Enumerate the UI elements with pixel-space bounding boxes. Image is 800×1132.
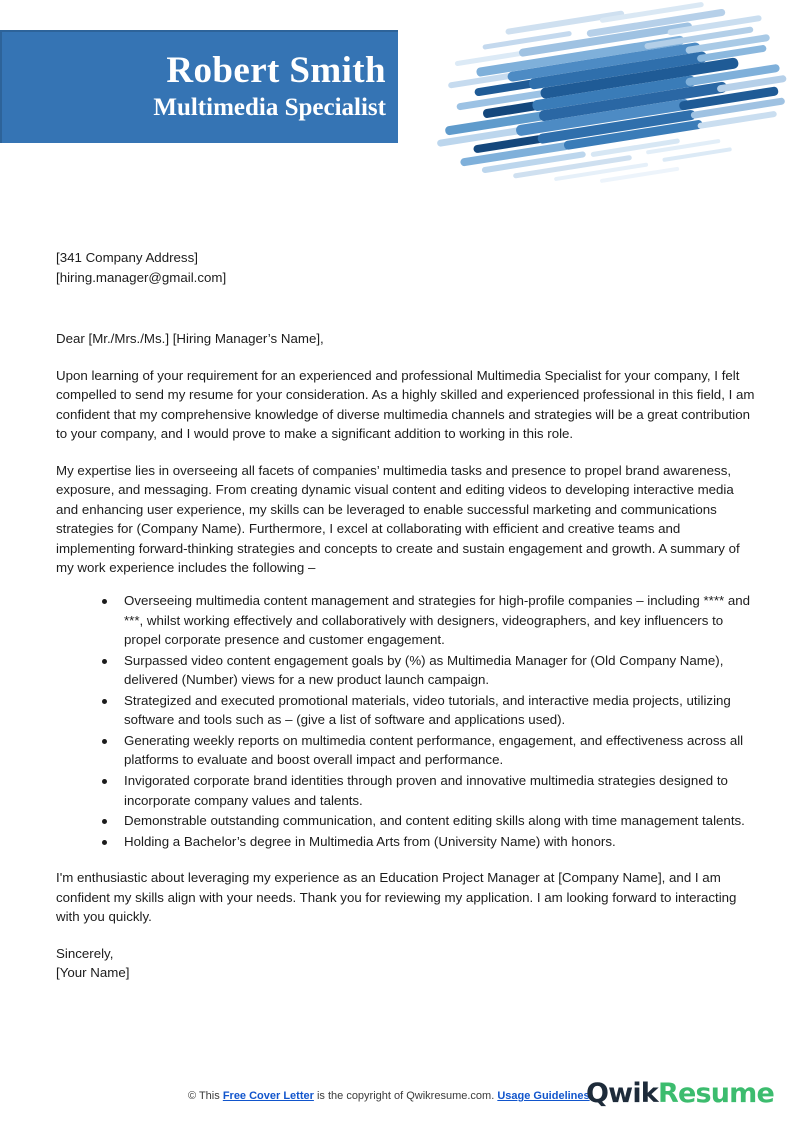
logo-text-resume: Resume — [657, 1078, 774, 1109]
name-title-block — [0, 30, 398, 143]
list-item: Strategized and executed promotional materials, video tutorials, and interactive media projects, utilizing software and tools such as – (give a list of software and applications used). — [102, 691, 756, 730]
blue-streaks-graphic — [422, 0, 792, 195]
paragraph-closing: I'm enthusiastic about leveraging my experience as an Education Project Manager at [Company Name], and I am confident my skills align with your needs. Thank you for reviewing my application. I am looking forward to interacting with you quickly. — [56, 870, 737, 925]
copyright-notice — [188, 1090, 590, 1102]
copyright-prefix: © This — [188, 1090, 220, 1102]
signoff-block — [56, 944, 756, 983]
experience-bullet-list — [56, 591, 756, 851]
qwikresume-logo[interactable] — [586, 1078, 774, 1109]
salutation: Dear [Mr./Mrs./Ms.] [Hiring Manager’s Name], — [56, 331, 324, 347]
list-item: Generating weekly reports on multimedia content performance, engagement, and effectiveness across all platforms to evaluate and boost overall impact and performance. — [102, 731, 756, 770]
usage-guidelines-link[interactable]: Usage Guidelines — [497, 1090, 590, 1102]
list-item: Overseeing multimedia content management and strategies for high-profile companies – including **** and ***, whilst working effectively and collaboratively with designers, videographers, and key influencers to propel corporate presence and customer engagement. — [102, 591, 756, 650]
list-item: Demonstrable outstanding communication, and content editing skills along with time management talents. — [102, 811, 756, 831]
free-cover-letter-link[interactable]: Free Cover Letter — [222, 1090, 314, 1102]
copyright-middle: is the copyright of Qwikresume.com. — [316, 1090, 495, 1102]
paragraph-intro: Upon learning of your requirement for an experienced and professional Multimedia Specialist for your company, I felt compelled to send my resume for your consideration. As a highly skilled and experienced professional in this field, I am confident that my comprehensive knowledge of diverse multimedia channels and strategies will be a great contribution to your company, and I would prove to make a significant addition to working in this role. — [56, 367, 755, 442]
logo-text-qwik: Qwik — [586, 1078, 658, 1109]
page-title: Robert Smith — [166, 49, 386, 91]
signature-name: [Your Name] — [56, 965, 130, 981]
paragraph-expertise: My expertise lies in overseeing all facets of companies’ multimedia tasks and presence to propel brand awareness, exposure, and messaging. From creating dynamic visual content and editing videos to developing interactive media and enhancing user experience, my skills can be leveraged to enable successful marketing and communications strategies for (Company Name). Furthermore, I excel at collaborating with efficient and creative teams and implementing forward-thinking strategies and concepts to create and sustain engagement and growth. A summary of my work experience includes the following – — [56, 462, 740, 576]
document-footer — [0, 1060, 800, 1132]
cover-letter-body — [56, 248, 756, 983]
document-header — [0, 0, 800, 200]
job-title: Multimedia Specialist — [153, 94, 386, 122]
company-address: [341 Company Address] — [56, 250, 198, 265]
list-item: Invigorated corporate brand identities through proven and innovative multimedia strategies designed to incorporate company values and talents. — [102, 771, 756, 810]
signoff-text: Sincerely, — [56, 945, 114, 961]
list-item: Surpassed video content engagement goals by (%) as Multimedia Manager for (Old Company Name), delivered (Number) views for a new product launch campaign. — [102, 651, 756, 690]
list-item: Holding a Bachelor’s degree in Multimedia Arts from (University Name) with honors. — [102, 832, 756, 852]
hiring-manager-email: [hiring.manager@gmail.com] — [56, 269, 227, 285]
